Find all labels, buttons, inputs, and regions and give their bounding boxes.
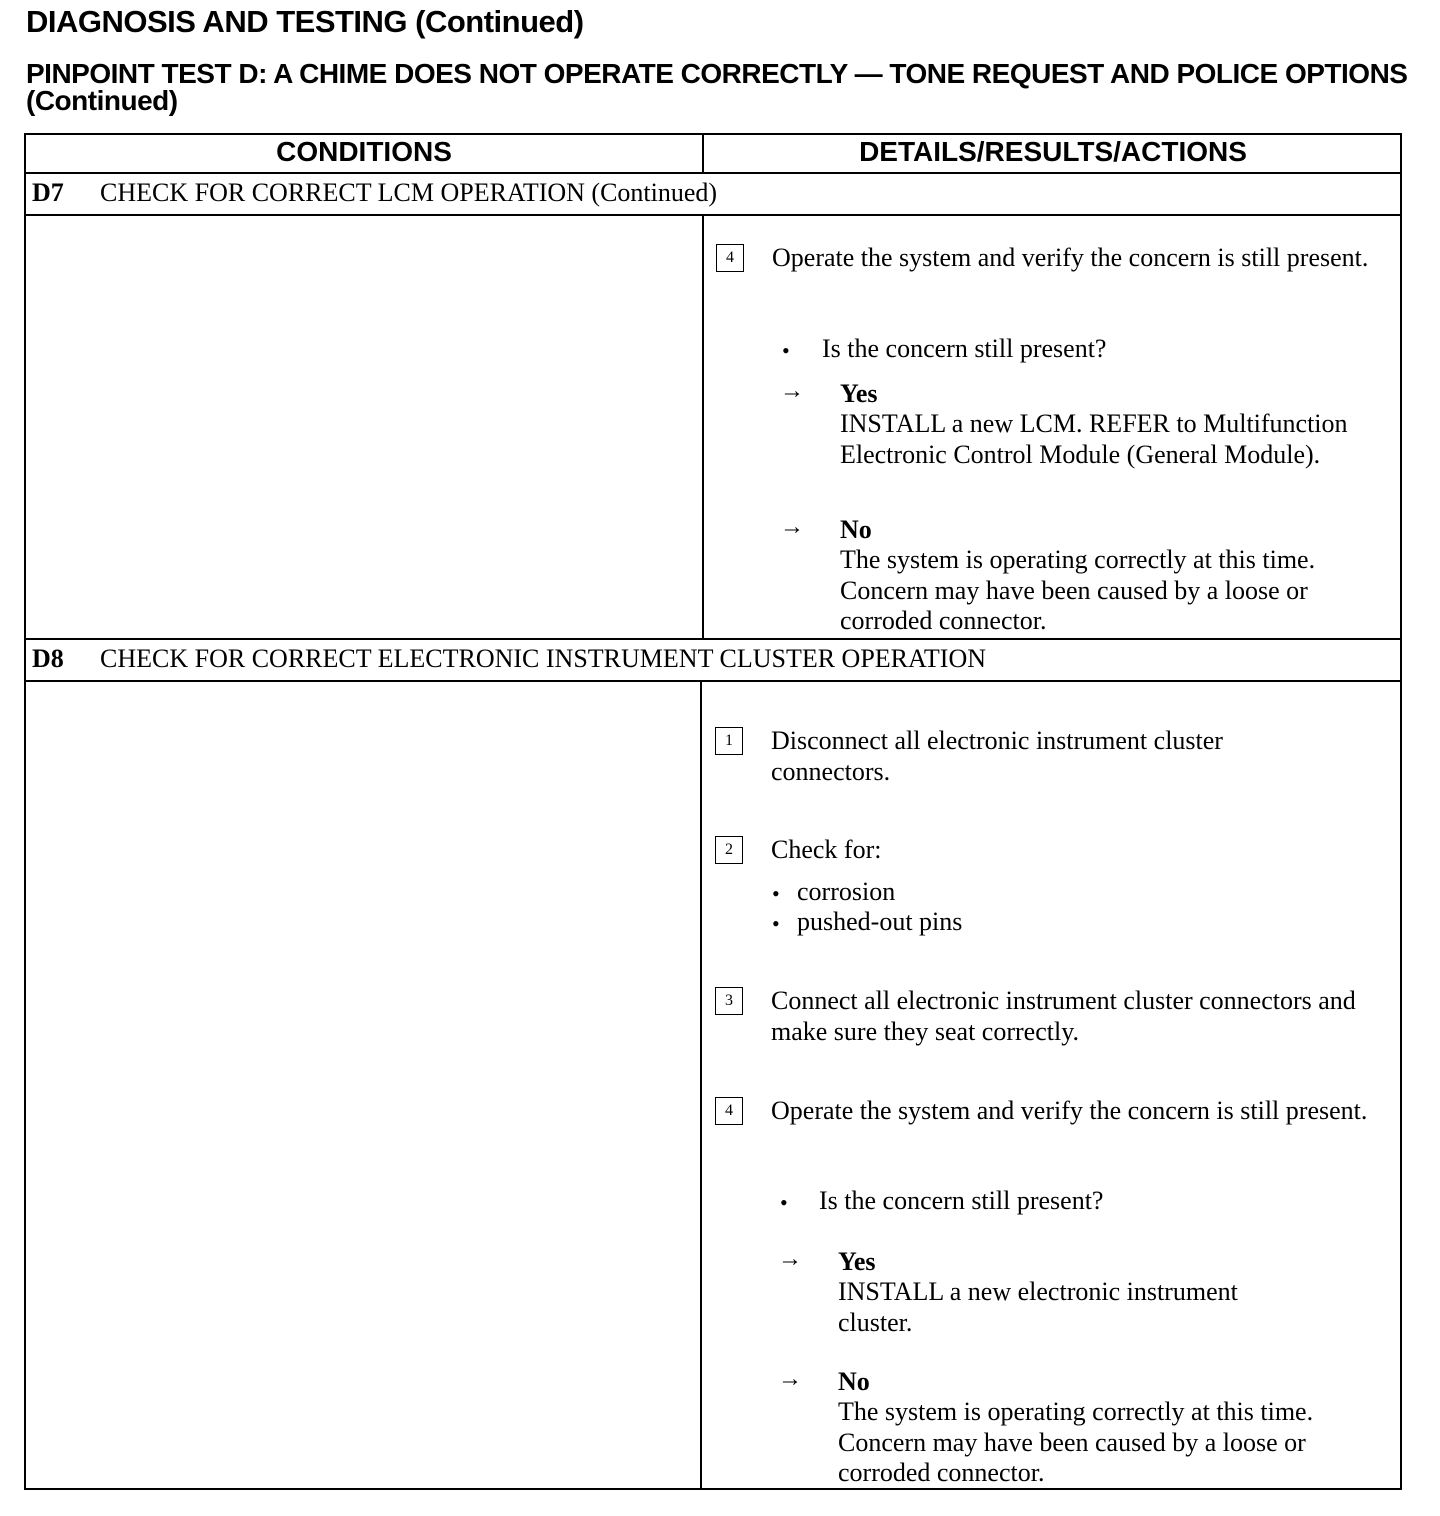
header-divider: [24, 172, 1402, 174]
d8-no-label: No: [838, 1367, 870, 1396]
d8-step-2-item: pushed-out pins: [797, 907, 963, 936]
d8-yes-arrow-icon: →: [778, 1246, 802, 1272]
d8-question-text: Is the concern still present?: [819, 1186, 1104, 1215]
d7-step-id: D7: [32, 178, 64, 207]
d7-no-label: No: [840, 515, 872, 544]
d8-step-2-item-bullet: •: [772, 911, 780, 936]
d8-step-title: CHECK FOR CORRECT ELECTRONIC INSTRUMENT CLUSTER OPERATION: [100, 644, 986, 673]
pinpoint-test-title: PINPOINT TEST D: A CHIME DOES NOT OPERATE CORRECTLY — TONE REQUEST AND POLICE OPTIONS (Continued): [26, 58, 1408, 116]
d8-step-header: [32, 644, 986, 674]
d7-step-4-text: Operate the system and verify the concern is still present.: [772, 243, 1369, 272]
d7-question-text: Is the concern still present?: [822, 334, 1107, 363]
d8-question-bullet: •: [780, 1190, 788, 1215]
d7-yes-label: Yes: [840, 379, 878, 408]
column-header-conditions: CONDITIONS: [276, 136, 452, 167]
d8-step-id: D8: [32, 644, 64, 673]
d8-step-3-text: Connect all electronic instrument cluster connectors and make sure they seat correctly.: [771, 986, 1356, 1046]
d8-step-2-item: corrosion: [797, 877, 896, 906]
column-divider-d7: [702, 214, 704, 640]
d7-no-text: The system is operating correctly at this time. Concern may have been caused by a loose or corroded connector.: [840, 545, 1316, 635]
d8-step-4-text: Operate the system and verify the concern is still present.: [771, 1096, 1368, 1125]
d8-step-2-item-bullet: •: [772, 881, 780, 906]
d8-yes-label: Yes: [838, 1247, 876, 1276]
d7-end-divider: [24, 638, 1402, 640]
d7-no-arrow-icon: →: [780, 514, 804, 540]
d8-step-1-text: Disconnect all electronic instrument cluster connectors.: [771, 726, 1223, 786]
d7-step-title: CHECK FOR CORRECT LCM OPERATION (Continued): [100, 178, 718, 207]
d8-yes-text: INSTALL a new electronic instrument cluster.: [838, 1277, 1238, 1337]
d8-no-text: The system is operating correctly at this time. Concern may have been caused by a loose or corroded connector.: [838, 1397, 1314, 1487]
d8-title-divider: [24, 680, 1402, 682]
d7-title-divider: [24, 214, 1402, 216]
d8-step-1-box: 1: [715, 727, 743, 755]
d8-step-3-box: 3: [715, 987, 743, 1015]
d7-step-4-box: 4: [716, 244, 744, 272]
d8-step-2-box: 2: [715, 836, 743, 864]
d7-yes-arrow-icon: →: [780, 378, 804, 404]
d7-yes-text: INSTALL a new LCM. REFER to Multifunction Electronic Control Module (General Module).: [840, 409, 1348, 469]
d8-step-2-text: Check for:: [771, 835, 882, 864]
d8-no-arrow-icon: →: [778, 1366, 802, 1392]
page-title: DIAGNOSIS AND TESTING (Continued): [26, 4, 584, 39]
d8-step-4-box: 4: [715, 1097, 743, 1125]
d7-question-bullet: •: [782, 338, 790, 363]
column-divider-d8: [700, 680, 702, 1490]
d7-step-header: [32, 178, 717, 208]
column-header-details: DETAILS/RESULTS/ACTIONS: [859, 136, 1247, 167]
